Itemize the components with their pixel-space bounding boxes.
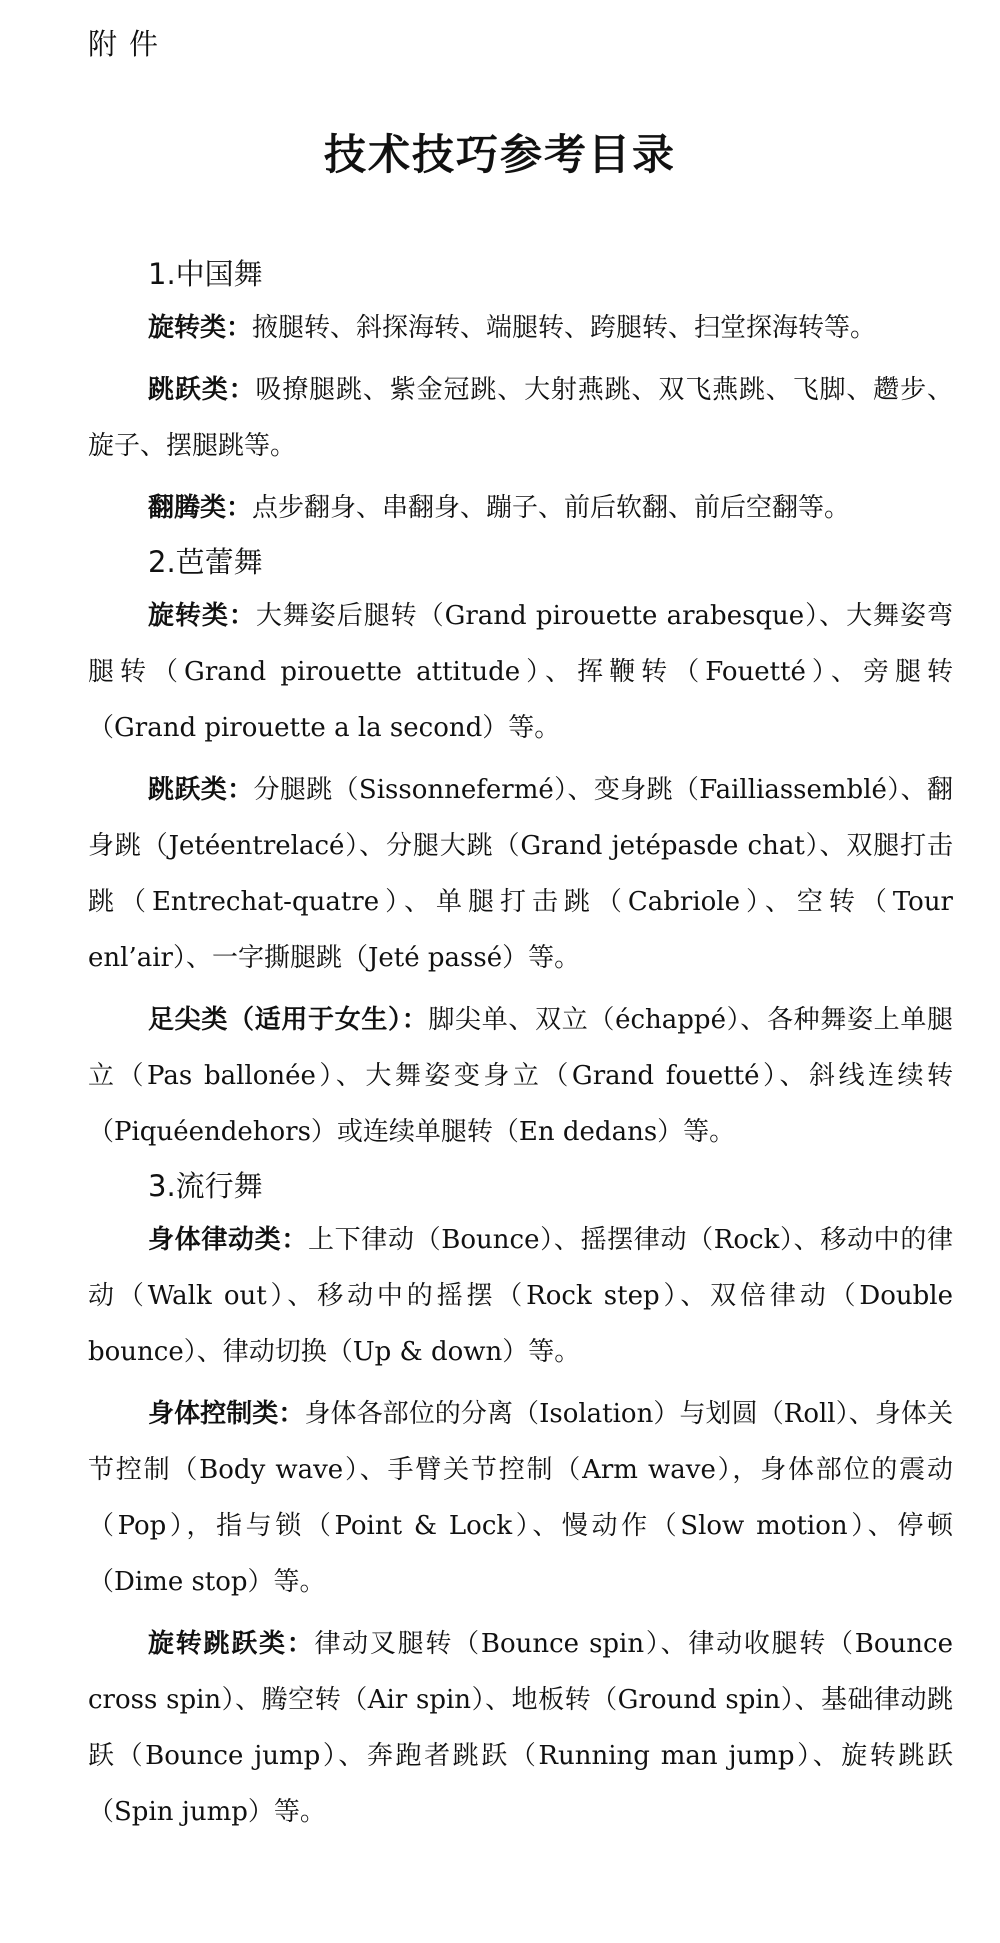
section-heading-ballet: 2.芭蕾舞: [148, 545, 263, 579]
category-label: 跳跃类：: [148, 375, 256, 405]
paragraph-ballet-pointe: [88, 992, 953, 1160]
category-label: 旋转跳跃类：: [148, 1629, 315, 1659]
category-text: 脚尖单、双立（échappé）、各种舞姿上单腿立（Pas ballonée）、大舞姿变身立（Grand fouetté）、斜线连续转（Piquéendehors）或连续单腿转（En dedans）等。: [88, 1005, 953, 1147]
category-text: 大舞姿后腿转（Grand pirouette arabesque）、大舞姿弯腿转（Grand pirouette attitude）、挥鞭转（Fouetté）、旁腿转（Grand pirouette a la second）等。: [88, 601, 953, 743]
category-text: 分腿跳（Sissonnefermé）、变身跳（Failliassemblé）、翻身跳（Jetéentrelacé）、分腿大跳（Grand jetépasde chat）、双腿打击跳（Entrechat-quatre）、单腿打击跳（Cabriole）、空转（Tour enl’air）、一字撕腿跳（Jeté passé）等。: [88, 775, 953, 973]
paragraph-chinese-jump: [88, 362, 953, 474]
document-title: 技术技巧参考目录: [323, 130, 676, 179]
category-text: 上下律动（Bounce）、摇摆律动（Rock）、移动中的律动（Walk out）、移动中的摇摆（Rock step）、双倍律动（Double bounce）、律动切换（Up & down）等。: [88, 1225, 953, 1367]
paragraph-popular-groove: [88, 1212, 953, 1380]
attachment-label: 附件: [88, 27, 171, 61]
document-body: [88, 254, 953, 1846]
category-label: 翻腾类：: [148, 493, 253, 523]
section-heading-chinese-dance: 1.中国舞: [148, 257, 263, 291]
category-label: 足尖类（适用于女生）：: [148, 1005, 429, 1035]
category-text: 身体各部位的分离（Isolation）与划圆（Roll）、身体关节控制（Body wave）、手臂关节控制（Arm wave），身体部位的震动（Pop），指与锁（Point & Lock）、慢动作（Slow motion）、停顿（Dime stop）等。: [88, 1399, 953, 1597]
section-heading-popular-dance: 3.流行舞: [148, 1169, 263, 1203]
category-text: 吸撩腿跳、紫金冠跳、大射燕跳、双飞燕跳、飞脚、趱步、旋子、摆腿跳等。: [88, 375, 953, 461]
paragraph-chinese-tumble: [88, 480, 953, 536]
paragraph-ballet-jump: [88, 762, 953, 986]
category-label: 身体控制类：: [148, 1399, 305, 1429]
category-text: 掖腿转、斜探海转、端腿转、跨腿转、扫堂探海转等。: [252, 313, 877, 343]
category-label: 旋转类：: [148, 601, 256, 631]
paragraph-popular-spin-jump: [88, 1616, 953, 1840]
category-label: 旋转类：: [148, 313, 253, 343]
paragraph-chinese-spin: [88, 300, 953, 356]
category-text: 点步翻身、串翻身、蹦子、前后软翻、前后空翻等。: [252, 493, 851, 523]
category-label: 跳跃类：: [148, 775, 254, 805]
category-text: 律动叉腿转（Bounce spin）、律动收腿转（Bounce cross spin）、腾空转（Air spin）、地板转（Ground spin）、基础律动跳跃（Bounce jump）、奔跑者跳跃（Running man jump）、旋转跳跃（Spin jump）等。: [88, 1629, 953, 1827]
category-label: 身体律动类：: [148, 1225, 308, 1255]
paragraph-ballet-spin: [88, 588, 953, 756]
paragraph-popular-control: [88, 1386, 953, 1610]
